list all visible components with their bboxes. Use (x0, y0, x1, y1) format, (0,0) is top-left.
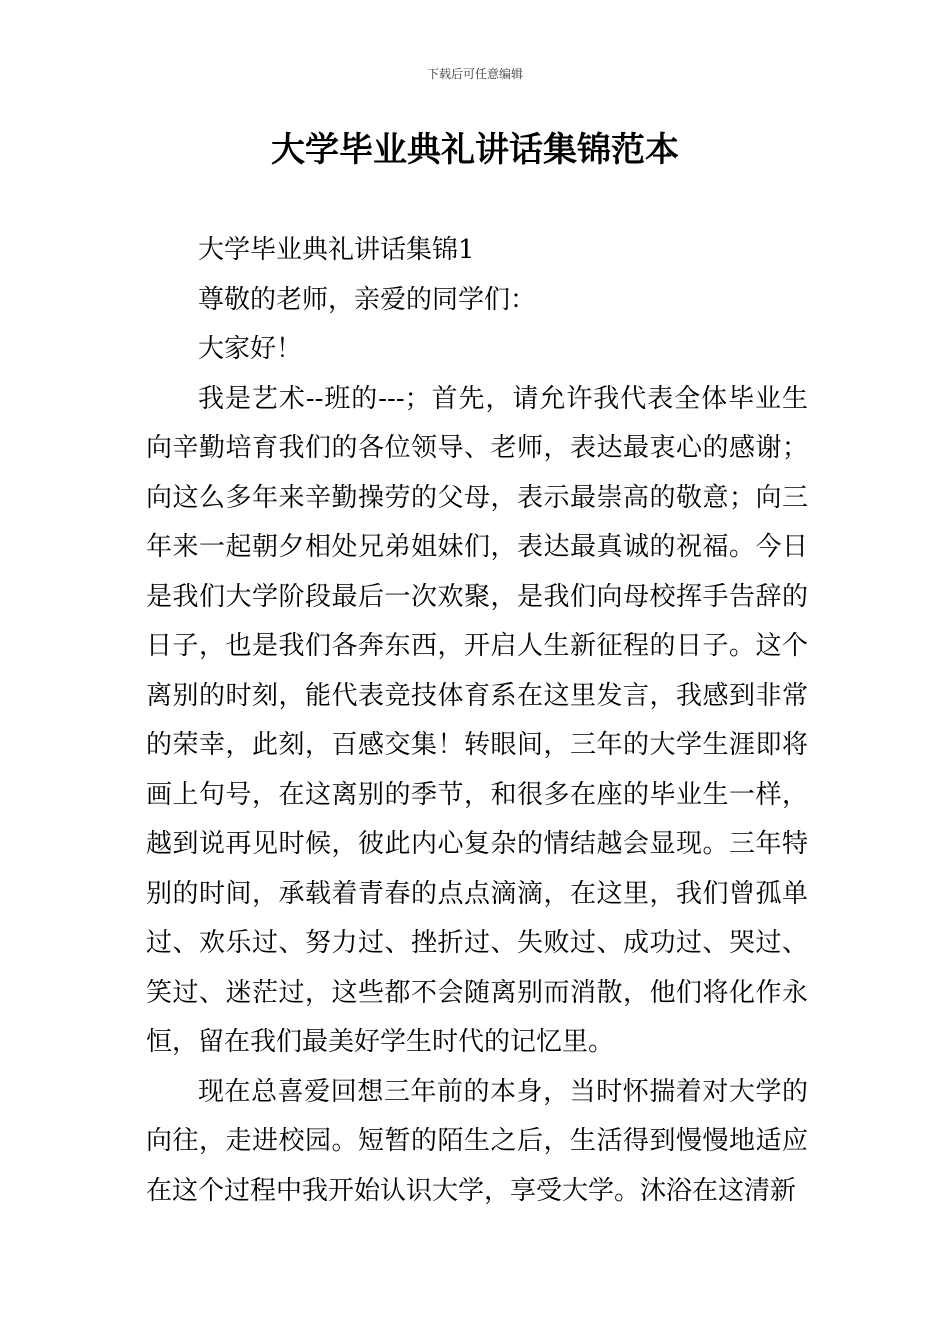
document-body (146, 226, 808, 1216)
document-title: 大学毕业典礼讲话集锦范本 (271, 130, 679, 170)
header-note: 下载后可任意编辑 (426, 67, 523, 81)
body-paragraph: 现在总喜爱回想三年前的本身，当时怀揣着对大学的向往，走进校园。短暂的陌生之后，生活得到慢慢地适应在这个过程中我开始认识大学，享受大学。沐浴在这清新 (146, 1076, 808, 1206)
body-paragraph: 我是艺术--班的---；首先，请允许我代表全体毕业生向辛勤培育我们的各位领导、老师，表达最衷心的感谢；向这么多年来辛勤操劳的父母，表示最崇高的敬意；向三年来一起朝夕相处兄弟姐妹们，表达最真诚的祝福。今日是我们大学阶段最后一次欢聚，是我们向母校挥手告辞的日子，也是我们各奔东西，开启人生新征程的日子。这个离别的时刻，能代表竞技体育系在这里发言，我感到非常的荣幸，此刻，百感交集！转眼间，三年的大学生涯即将画上句号，在这离别的季节，和很多在座的毕业生一样，越到说再见时候，彼此内心复杂的情结越会显现。三年特别的时间，承载着青春的点点滴滴，在这里，我们曾孤单过、欢乐过、努力过、挫折过、失败过、成功过、哭过、笑过、迷茫过，这些都不会随离别而消散，他们将化作永恒，留在我们最美好学生时代的记忆里。 (146, 383, 808, 1057)
section-heading: 大学毕业典礼讲话集锦1 (198, 235, 475, 265)
greeting: 大家好！ (198, 334, 303, 364)
salutation: 尊敬的老师，亲爱的同学们： (198, 284, 537, 315)
